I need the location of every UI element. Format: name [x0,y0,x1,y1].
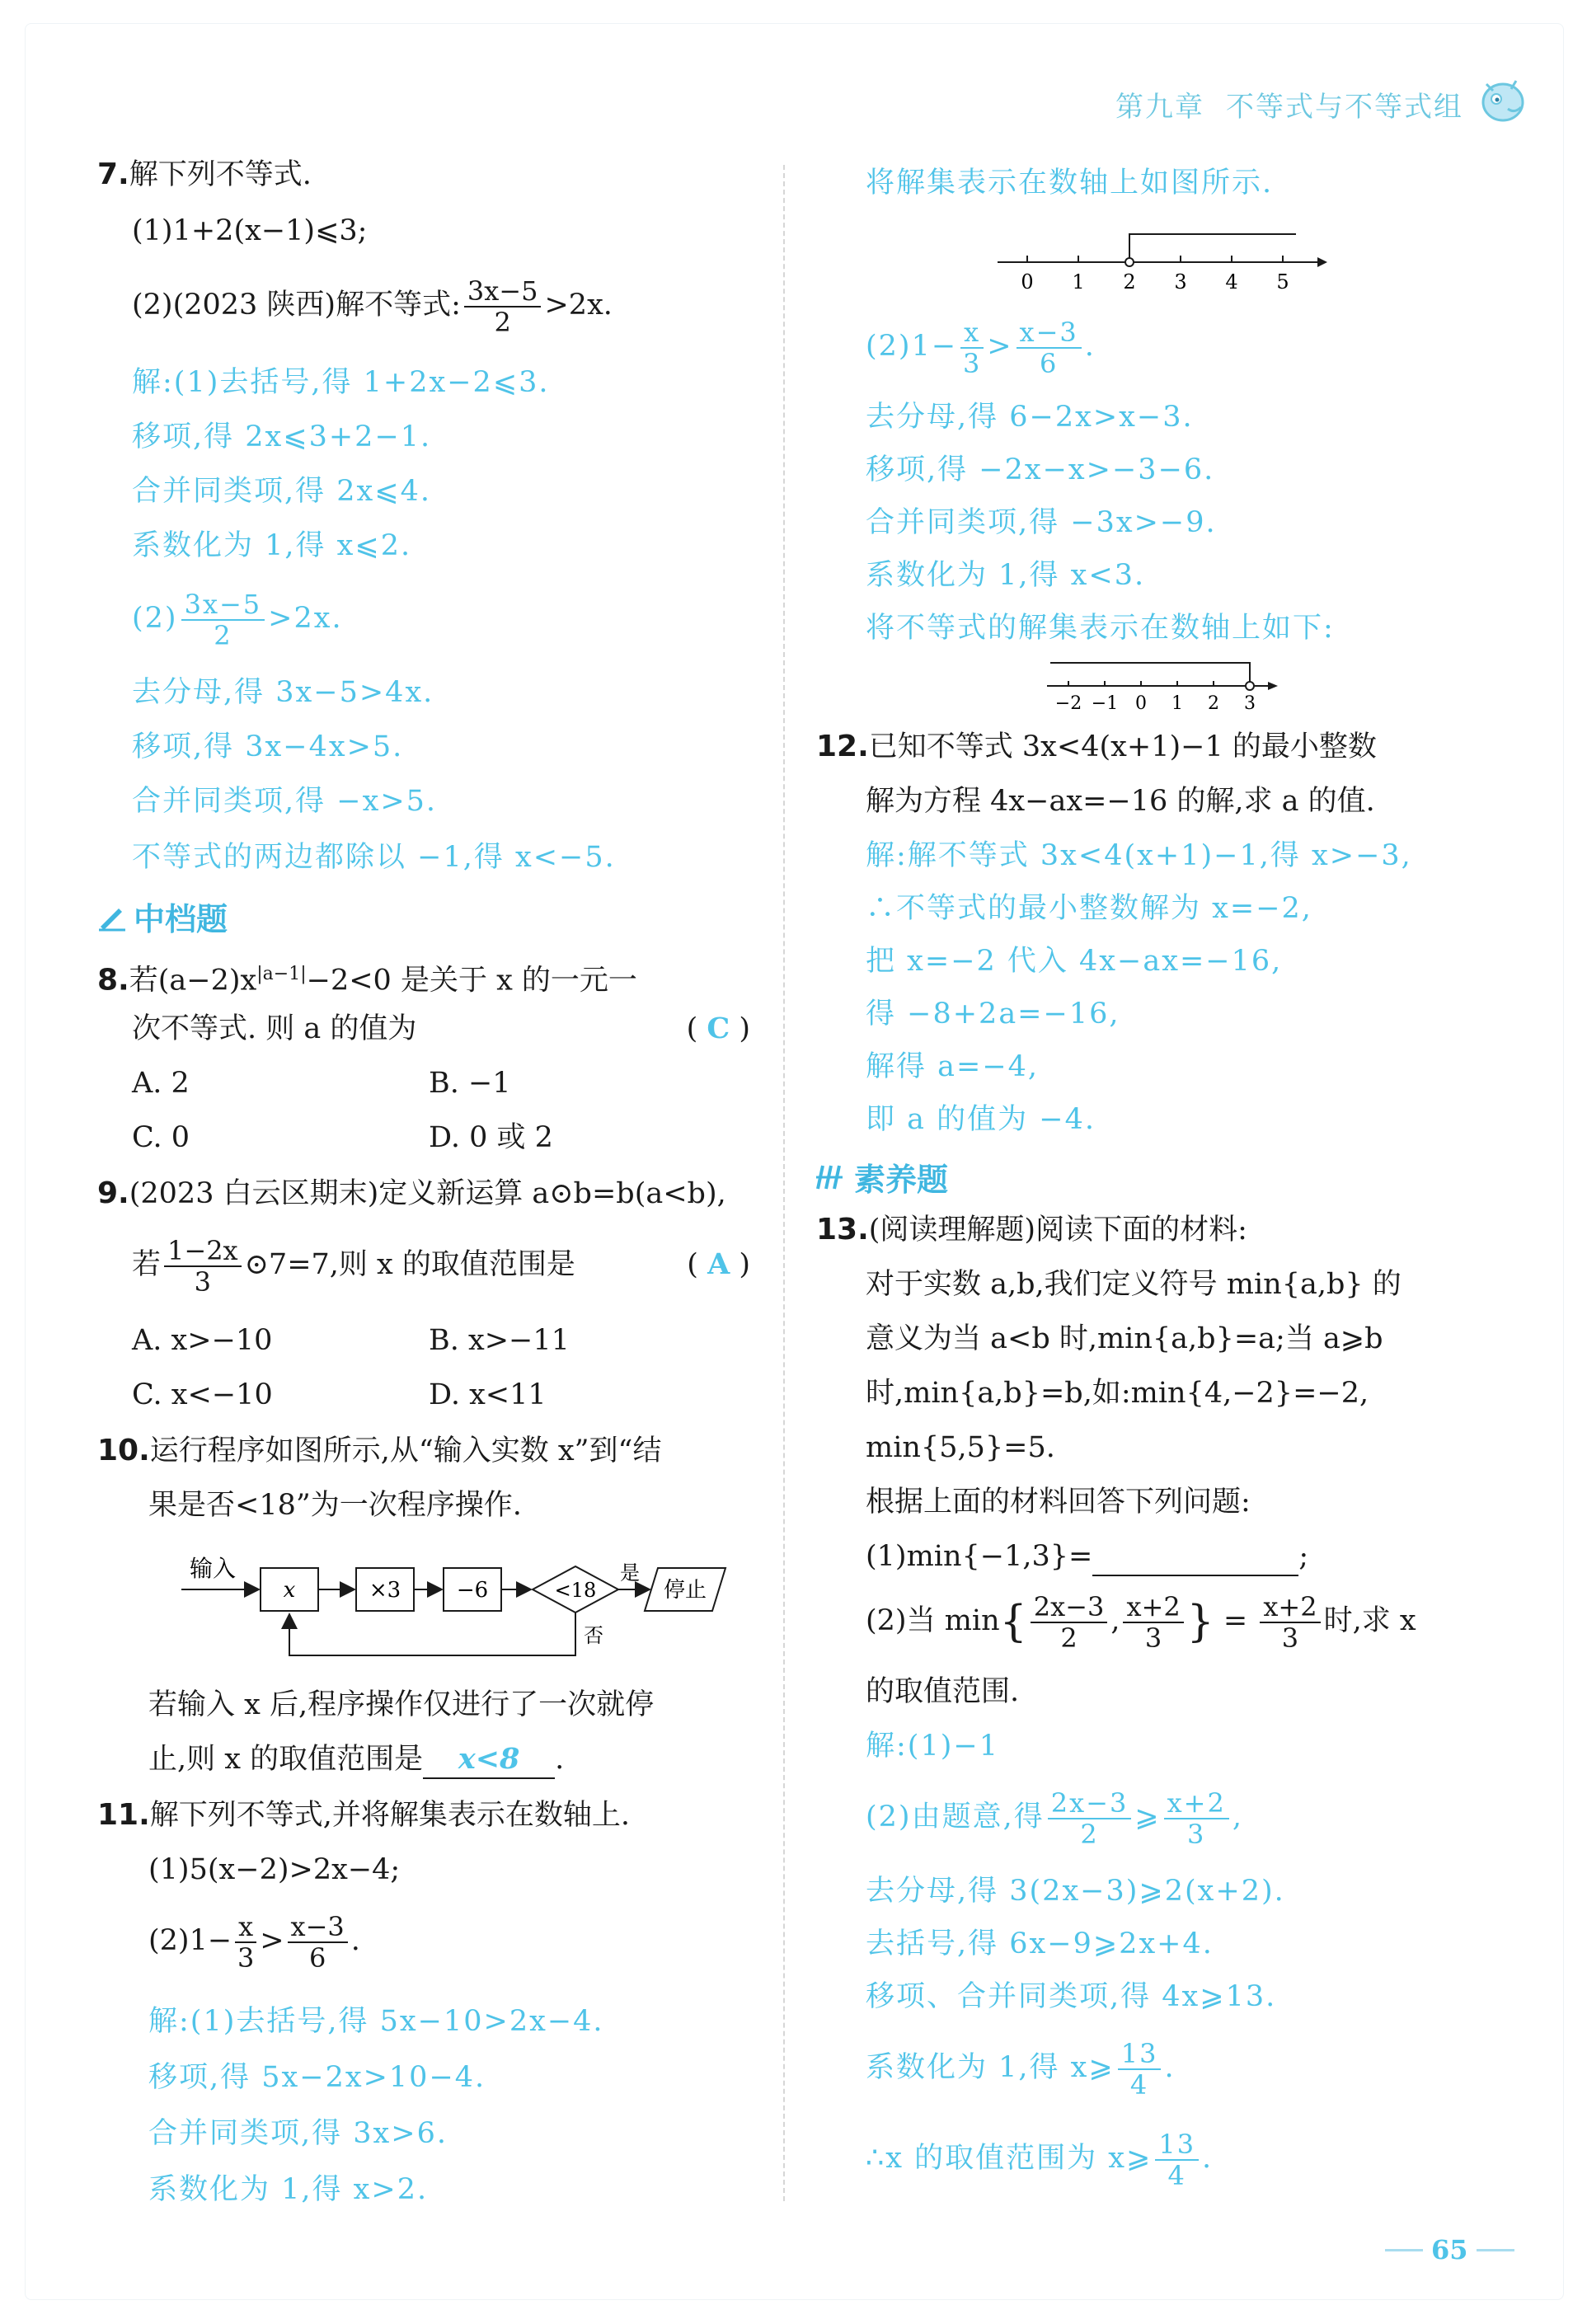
q7-answer-8: 合并同类项,得 −x>5. [132,785,438,818]
axis1-tick-label: 3 [1174,270,1187,293]
pencil-icon [97,902,127,932]
flow-decision-label: <18 [554,1579,597,1602]
q9-option-c: C. x<−10 [132,1378,273,1411]
flow-no-label: 否 [584,1624,603,1647]
q10-line3: 若输入 x 后,程序操作仅进行了一次就停 [148,1688,655,1721]
q12-answer-2: ∴不等式的最小整数解为 x=−2, [866,892,1312,925]
chapter-label: 第九章 [1115,90,1204,124]
q10-line2: 果是否<18”为一次程序操作. [148,1489,522,1522]
flow-box-times3-label: ×3 [369,1578,401,1603]
q7-answer-2: 移项,得 2x⩽3+2−1. [132,420,432,453]
q9-line1: 9.(2023 白云区期末)定义新运算 a⊙b=b(a<b), [97,1176,726,1210]
q11-answer-4: 系数化为 1,得 x>2. [148,2173,429,2206]
q7-answer-5: (2) $\frac{3x-5}{2}$ >2x. [132,588,343,651]
page-number: 65 [1385,2234,1514,2265]
r-step-1: 去分母,得 6−2x>x−3. [866,401,1194,434]
q8-line2: 次不等式. 则 a 的值为 ( C ) [132,1012,750,1045]
q12-answer-1: 解:解不等式 3x<4(x+1)−1,得 x>−3, [866,839,1412,872]
q7-part2: (2)(2023 陕西)解不等式: $\frac{3x-5}{2}$ >2x. [132,275,613,338]
q13-answer-6: 系数化为 1,得 x⩾ $\frac{13}{4}$ . [866,2037,1176,2101]
q8-line1: 8.若$(a-2)x^{|a-1|}-2<0$ 是关于 x 的一元一 [97,963,637,998]
q10-line1: 10.运行程序如图所示,从“输入实数 x”到“结 [97,1434,662,1467]
axis2-solution-bracket [1050,663,1250,686]
axis1-tick-label: 1 [1072,270,1085,293]
axis1-ticks [1027,256,1283,262]
q12-line1: 12.已知不等式 3x<4(x+1)−1 的最小整数 [816,730,1377,763]
q12-answer-5: 解得 a=−4, [866,1050,1040,1083]
q12-answer-3: 把 x=−2 代入 4x−ax=−16, [866,945,1283,978]
q8-option-b: B. −1 [429,1067,511,1100]
q9-option-b: B. x>−11 [429,1324,570,1357]
q9-option-a: A. x>−10 [132,1324,273,1357]
q13-answer-5: 移项、合并同类项,得 4x⩾13. [866,1980,1277,2013]
q10-answer: x<8 [458,1742,520,1776]
q13-line1: 13.(阅读理解题)阅读下面的材料: [816,1213,1247,1247]
r-step-5: 将不等式的解集表示在数轴上如下: [866,612,1335,645]
axis2-tick-label: 0 [1135,693,1147,714]
axis2-tick-label: 1 [1171,693,1183,714]
q13-answer-2: (2)由题意,得 $\frac{2x-3}{2}$ ⩾ $\frac{x+2}{3}$ , [866,1786,1243,1850]
q11-answer-3: 合并同类项,得 3x>6. [148,2117,448,2150]
q8-option-d: D. 0 或 2 [429,1121,553,1154]
axis2-tick-label: −2 [1054,693,1082,714]
q9-answer: A [707,1247,730,1281]
chapter-title: 不等式与不等式组 [1226,90,1463,124]
axis1-solution-bracket [1129,234,1296,262]
r-part2: (2)1− $\frac{x}{3}$ > $\frac{x-3}{6}$ . [866,316,1096,379]
axis2-tick-label: 2 [1208,693,1219,714]
axis2-tick-label: −1 [1091,693,1119,714]
q13-line7: (1)min{−1,3}= ; [866,1538,1308,1576]
r-step-2: 移项,得 −2x−x>−3−6. [866,453,1215,486]
flow-box-minus6-label: −6 [456,1578,489,1603]
column-divider [783,165,785,2201]
axis2-open-point [1246,682,1254,690]
chapter-header [1115,79,1463,129]
q7-answer-1: 解:(1)去括号,得 1+2x−2⩽3. [132,366,550,399]
section-literacy: 素养题 [815,1154,948,1200]
q7-answer-3: 合并同类项,得 2x⩽4. [132,475,431,508]
q8-answer: C [707,1012,730,1045]
q12-line2: 解为方程 4x−ax=−16 的解,求 a 的值. [866,785,1375,818]
axis1-tick-label: 0 [1021,270,1034,293]
q11-part2: (2)1− $\frac{x}{3}$ > $\frac{x-3}{6}$ . [148,1910,360,1974]
r-axis-caption: 将解集表示在数轴上如图所示. [866,167,1274,200]
q11-stem: 11.解下列不等式,并将解集表示在数轴上. [97,1798,631,1832]
q7-part1: (1)1+2(x−1)⩽3; [132,214,368,247]
q13-answer-3: 去分母,得 3(2x−3)⩾2(x+2). [866,1875,1285,1908]
q13-line9: 的取值范围. [866,1675,1020,1708]
q11-part1: (1)5(x−2)>2x−4; [148,1853,401,1886]
q13-line2: 对于实数 a,b,我们定义符号 min{a,b} 的 [866,1268,1402,1301]
number-line-2 [1047,656,1278,714]
q13-line6: 根据上面的材料回答下列问题: [866,1486,1251,1519]
q13-answer-4: 去括号,得 6x−9⩾2x+4. [866,1927,1214,1960]
q11-answer-1: 解:(1)去括号,得 5x−10>2x−4. [148,2005,604,2038]
q13-line8: (2)当 min{ $\frac{2x-3}{2}$ , $\frac{x+2}{3}$ } = $\frac{x+2}{3}$ 时,求 x [866,1590,1416,1654]
q7-answer-6: 去分母,得 3x−5>4x. [132,676,434,709]
q13-line4: 时,min{a,b}=b,如:min{4,−2}=−2, [866,1377,1369,1410]
q12-answer-4: 得 −8+2a=−16, [866,998,1120,1031]
r-step-3: 合并同类项,得 −3x>−9. [866,506,1217,539]
q9-option-d: D. x<11 [429,1378,547,1411]
axis1-tick-label: 5 [1276,270,1289,293]
axis1-tick-label: 2 [1123,270,1136,293]
axis2-tick-label: 3 [1244,693,1256,714]
r-step-4: 系数化为 1,得 x<3. [866,559,1146,592]
q8-option-a: A. 2 [132,1067,190,1100]
section-mid-level: 中档题 [97,894,228,939]
q13-answer-1: 解:(1)−1 [866,1730,999,1763]
q10-flowchart [181,1550,742,1665]
q10-line4: 止,则 x 的取值范围是 x<8 . [148,1741,564,1779]
q13-answer-7: ∴x 的取值范围为 x⩾ $\frac{13}{4}$ . [866,2128,1214,2191]
mascot-icon [1475,73,1529,130]
q7-answer-4: 系数化为 1,得 x⩽2. [132,529,412,562]
number-line-1 [998,223,1327,297]
flow-box-x-label: x [283,1578,296,1603]
flow-stop-label: 停止 [663,1578,707,1603]
bars-icon [815,1162,847,1192]
q12-answer-6: 即 a 的值为 −4. [866,1103,1096,1136]
flow-input-label: 输入 [190,1555,237,1582]
axis1-tick-label: 4 [1225,270,1238,293]
q11-answer-2: 移项,得 5x−2x>10−4. [148,2061,486,2094]
q7-answer-9: 不等式的两边都除以 −1,得 x<−5. [132,841,616,874]
q13-line3: 意义为当 a<b 时,min{a,b}=a;当 a⩾b [866,1322,1383,1355]
q7-stem: 7.解下列不等式. [97,157,312,191]
flow-yes-label: 是 [620,1561,640,1585]
q8-option-c: C. 0 [132,1121,190,1154]
axis1-open-point [1125,258,1134,266]
q13-line5: min{5,5}=5. [866,1431,1055,1464]
q9-line2: 若 $\frac{1-2x}{3}$ ⊙7=7,则 x 的取值范围是 ( A ) [132,1234,750,1298]
q7-answer-7: 移项,得 3x−4x>5. [132,730,404,763]
